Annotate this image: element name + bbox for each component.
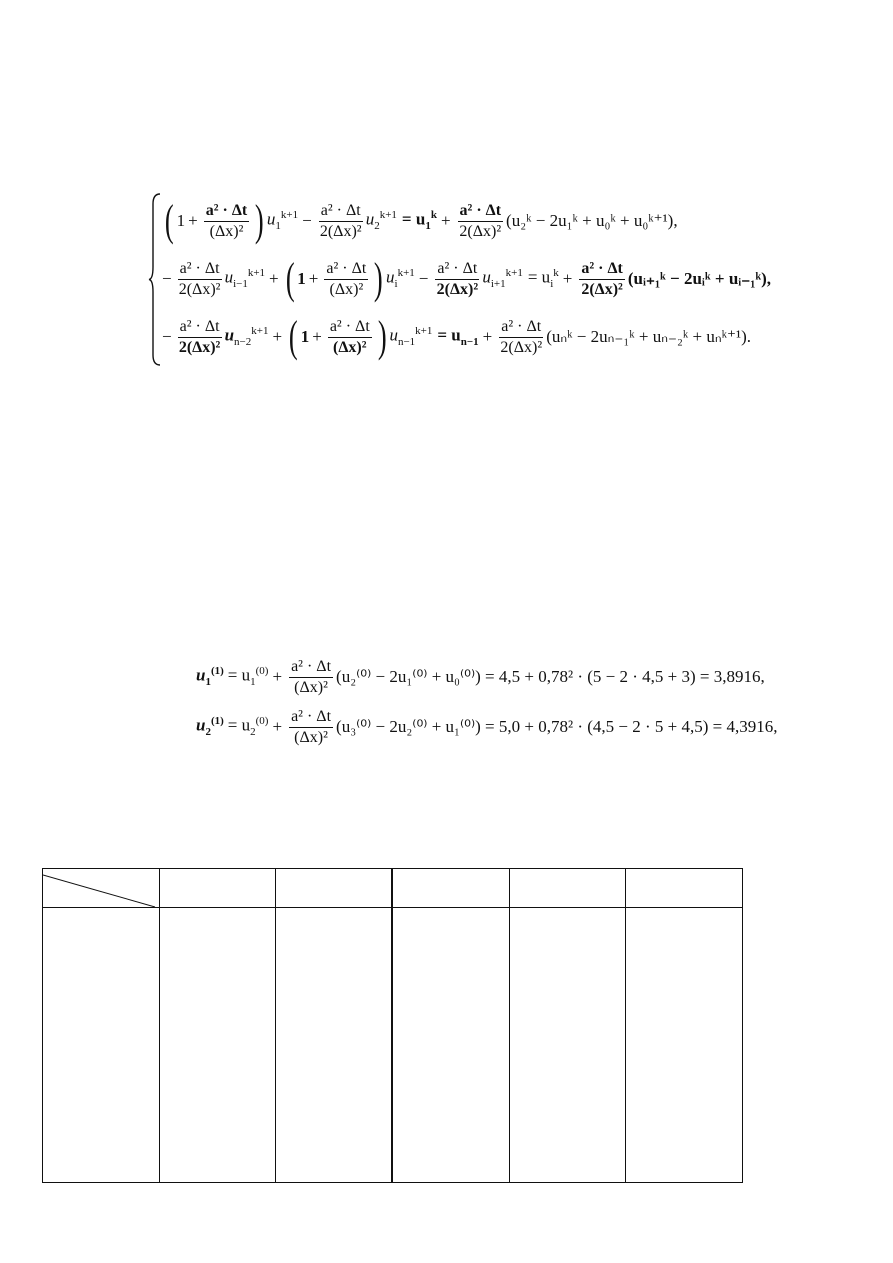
variable: $u_{n-2}^{k+1}$ <box>224 325 269 349</box>
table-cell <box>626 908 743 1183</box>
equation-row-1: ( 1 + $\frac{\text{a² · Δt}}{\text{(Δx)²}}$ ) $u_1^{k+1}$ − $\frac{\text{a² · Δt}}{\text{2(Δx)²}}$ $u_2^{k+1}$ = $u_1^k$ + $\frac{\text{a² · Δt}}{\text{2(Δx)²}}$ (u₂ᵏ − 2u₁ᵏ + u₀ᵏ + u₀ᵏ⁺¹), <box>164 196 678 245</box>
diagonal-line <box>43 869 160 907</box>
rhs-parenthesis: (uᵢ₊₁ᵏ − 2uᵢᵏ + uᵢ₋₁ᵏ), <box>627 269 771 288</box>
header-cell <box>159 869 276 908</box>
lhs: $u_1^{(1)}$ <box>196 665 224 689</box>
table-row <box>43 908 743 1183</box>
lhs: $u_2^{(1)}$ <box>196 715 224 739</box>
calculation-line-1: $u_1^{(1)}$ = $u_1^{(0)}$ + $\frac{\text{a² · Δt}}{\text{(Δx)²}}$ (u₂⁽⁰⁾ − 2u₁⁽⁰⁾ + u₀⁽⁰⁾) = 4,5 + 0,78² · (5 − 2 · 4,5 + 3) = 3,8916, <box>196 657 765 696</box>
calculation-result: (u₃⁽⁰⁾ − 2u₂⁽⁰⁾ + u₁⁽⁰⁾) = 5,0 + 0,78² · (4,5 − 2 · 5 + 4,5) = 4,3916, <box>336 717 778 736</box>
calculation-block <box>196 652 778 752</box>
variable: $u_{i-1}^{k+1}$ <box>224 267 266 291</box>
fraction: $\frac{\text{a² · Δt}}{\text{2(Δx)²}}$ <box>178 259 221 298</box>
fraction: $\frac{\text{a² · Δt}}{\text{(Δx)²}}$ <box>329 317 370 356</box>
equation-system <box>148 192 771 367</box>
table-header-row <box>43 869 743 908</box>
term-one: 1 <box>176 211 186 230</box>
rhs: = $u_{n-1}$ <box>437 326 479 349</box>
fraction: $\frac{\text{a² · Δt}}{\text{(Δx)²}}$ <box>291 707 332 746</box>
fraction: $\frac{\text{a² · Δt}}{\text{2(Δx)²}}$ <box>319 201 362 240</box>
equation-row-3: − $\frac{\text{a² · Δt}}{\text{2(Δx)²}}$ $u_{n-2}^{k+1}$ + ( 1 + $\frac{\text{a² · Δt}}{\text{(Δx)²}}$ ) $u_{n-1}^{k+1}$ = $u_{n-1}$ + $\frac{\text{a² · Δt}}{\text{2(Δx)²}}$ (uₙᵏ − 2uₙ₋₁ᵏ + uₙ₋₂ᵏ + uₙᵏ⁺¹). <box>162 312 751 361</box>
rhs: = $u_1^k$ <box>401 209 437 233</box>
fraction: $\frac{\text{a² · Δt}}{\text{2(Δx)²}}$ <box>178 317 221 356</box>
fraction: $\frac{\text{a² · Δt}}{\text{2(Δx)²}}$ <box>500 317 543 356</box>
fraction: $\frac{\text{a² · Δt}}{\text{2(Δx)²}}$ <box>459 201 502 240</box>
table-cell <box>509 908 626 1183</box>
rhs-parenthesis: (u₂ᵏ − 2u₁ᵏ + u₀ᵏ + u₀ᵏ⁺¹), <box>506 211 678 230</box>
table-cell <box>392 908 509 1183</box>
fraction: $\frac{\text{a² · Δt}}{\text{2(Δx)²}}$ <box>581 259 623 298</box>
header-cell <box>276 869 393 908</box>
fraction: $\frac{\text{a² · Δt}}{\text{(Δx)²}}$ <box>205 201 248 240</box>
variable: $u_{i+1}^{k+1}$ <box>482 267 523 291</box>
variable: $u_{n-1}^{k+1}$ <box>389 325 433 349</box>
variable: $u_2^{k+1}$ <box>365 209 397 233</box>
table-cell <box>276 908 393 1183</box>
header-cell <box>509 869 626 908</box>
table-cell <box>43 908 160 1183</box>
fraction: $\frac{\text{a² · Δt}}{\text{2(Δx)²}}$ <box>436 259 479 298</box>
diagonal-header-cell <box>43 869 160 908</box>
variable: $u_i^{k+1}$ <box>386 267 415 291</box>
rhs: = $u_i^k$ <box>527 267 559 291</box>
header-cell <box>392 869 509 908</box>
left-brace <box>148 192 162 367</box>
rhs-parenthesis: (uₙᵏ − 2uₙ₋₁ᵏ + uₙ₋₂ᵏ + uₙᵏ⁺¹). <box>546 327 751 346</box>
variable: $u_1^{k+1}$ <box>266 209 299 233</box>
fraction: $\frac{\text{a² · Δt}}{\text{(Δx)²}}$ <box>291 657 332 696</box>
fraction: $\frac{\text{a² · Δt}}{\text{(Δx)²}}$ <box>326 259 367 298</box>
calculation-line-2: $u_2^{(1)}$ = $u_2^{(0)}$ + $\frac{\text{a² · Δt}}{\text{(Δx)²}}$ (u₃⁽⁰⁾ − 2u₂⁽⁰⁾ + u₁⁽⁰⁾) = 5,0 + 0,78² · (4,5 − 2 · 5 + 4,5) = 4,3916, <box>196 707 778 746</box>
empty-table <box>42 868 743 1183</box>
calculation-result: (u₂⁽⁰⁾ − 2u₁⁽⁰⁾ + u₀⁽⁰⁾) = 4,5 + 0,78² · (5 − 2 · 4,5 + 3) = 3,8916, <box>336 667 765 686</box>
equation-row-2: − $\frac{\text{a² · Δt}}{\text{2(Δx)²}}$ $u_{i-1}^{k+1}$ + ( 1 + $\frac{\text{a² · Δt}}{\text{(Δx)²}}$ ) $u_i^{k+1}$ − $\frac{\text{a² · Δt}}{\text{2(Δx)²}}$ $u_{i+1}^{k+1}$ = $u_i^k$ + $\frac{\text{a² · Δt}}{\text{2(Δx)²}}$ (uᵢ₊₁ᵏ − 2uᵢᵏ + uᵢ₋₁ᵏ), <box>162 254 771 303</box>
table-cell <box>159 908 276 1183</box>
header-cell <box>626 869 743 908</box>
